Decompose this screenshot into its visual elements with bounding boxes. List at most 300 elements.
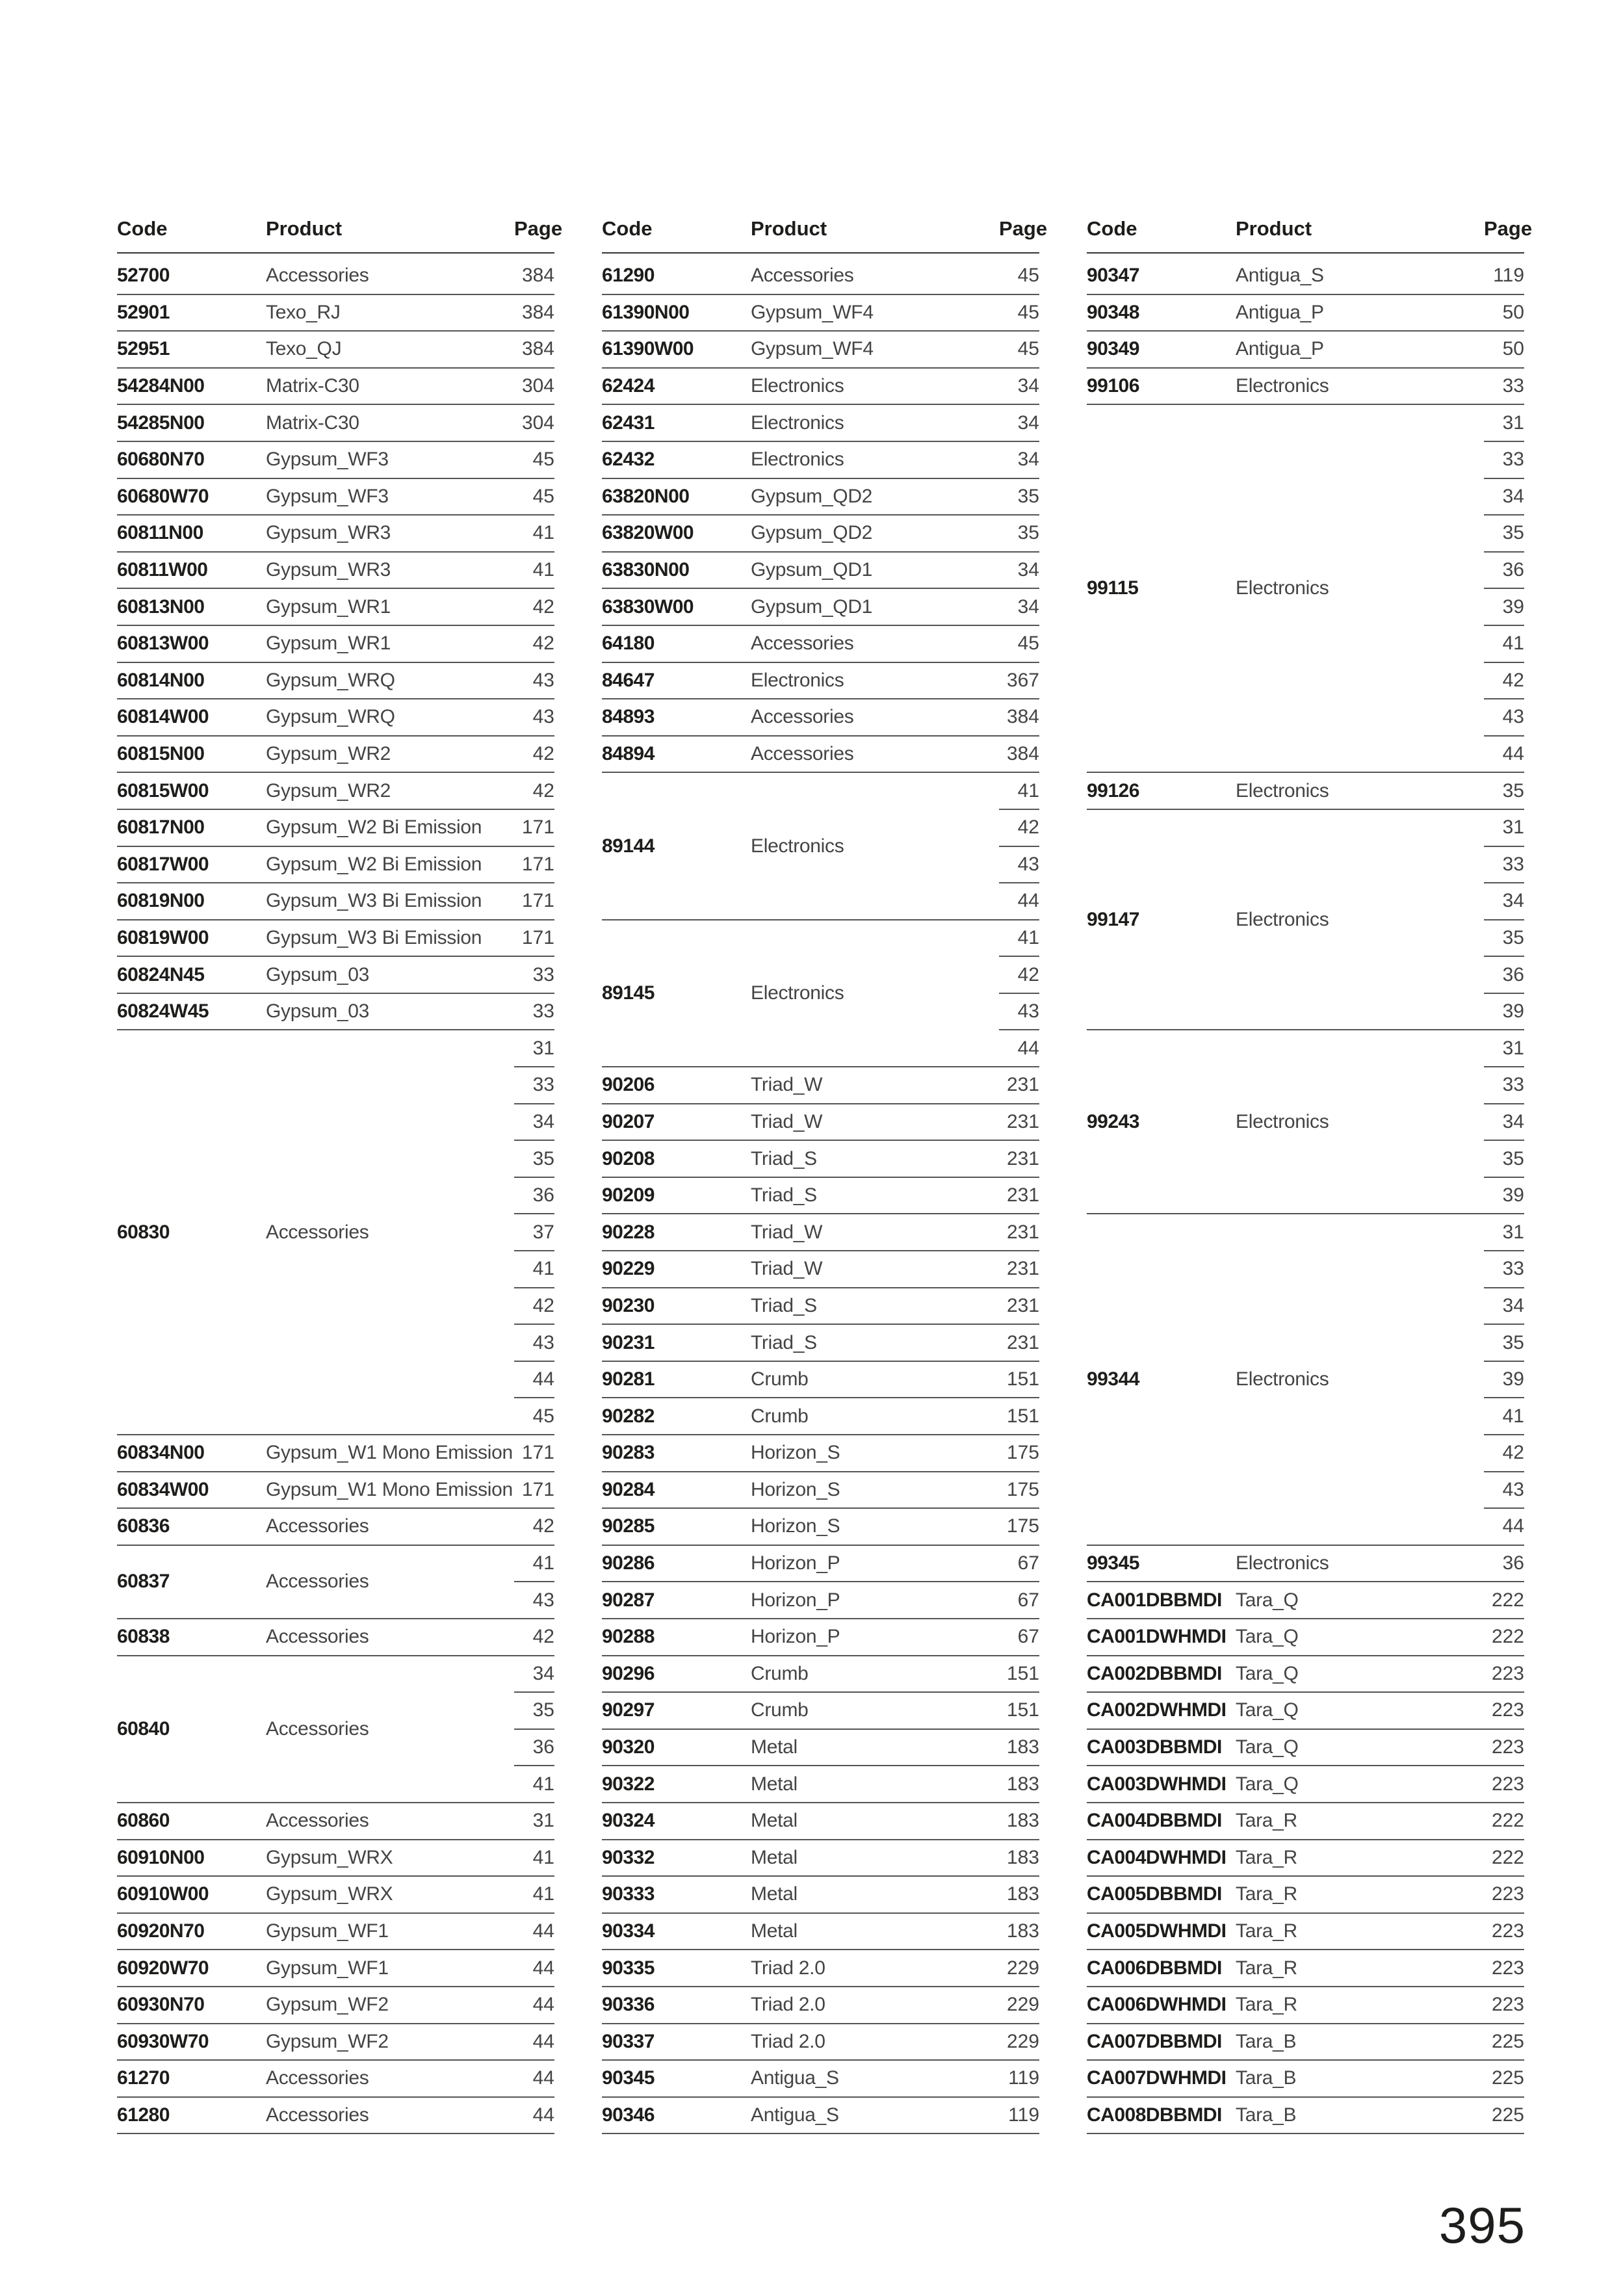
page-reference: 44 [514,2024,554,2061]
product-code: 60840 [117,1656,266,1803]
index-row [117,515,554,552]
product-code: 63820W00 [602,515,751,552]
page-reference: 33 [514,956,554,993]
product-name: Triad_S [751,1177,999,1214]
index-row [117,2024,554,2061]
index-table [602,205,1048,2134]
page-reference: 119 [999,2060,1039,2097]
product-name: Horizon_P [751,1619,999,1656]
product-code: CA006DBBMDI [1087,1950,1236,1987]
index-row [1087,1656,1524,1693]
page-reference: 384 [514,294,554,332]
product-code: 99147 [1087,809,1236,1030]
page-reference: 222 [1484,1619,1524,1656]
page-reference: 35 [999,478,1039,515]
header-product: Product [751,205,999,253]
product-name: Accessories [266,1619,514,1656]
index-row [602,1324,1039,1361]
product-code: 60819W00 [117,920,266,957]
page-reference: 35 [1484,515,1524,552]
page-reference: 231 [999,1251,1039,1288]
page-reference: 175 [999,1472,1039,1509]
page-reference: 183 [999,1876,1039,1913]
product-name: Tara_R [1236,1876,1484,1913]
product-name: Gypsum_WR1 [266,588,514,625]
product-code: CA004DBBMDI [1087,1803,1236,1840]
page-reference: 229 [999,2024,1039,2061]
product-name: Metal [751,1803,999,1840]
index-row [117,404,554,441]
product-code: 84894 [602,736,751,773]
page-reference: 231 [999,1214,1039,1251]
index-row [602,625,1039,662]
header-page: Page [1484,205,1524,253]
index-column-1 [117,205,563,2134]
product-name: Electronics [1236,1030,1484,1214]
product-code: CA002DWHMDI [1087,1692,1236,1729]
product-code: 90332 [602,1840,751,1877]
spacer-cell [1087,253,1524,257]
product-code: 61280 [117,2097,266,2134]
product-name: Crumb [751,1656,999,1693]
product-code: 60815W00 [117,772,266,809]
product-code: 99126 [1087,772,1236,809]
index-row [602,1067,1039,1104]
page-reference: 42 [514,1619,554,1656]
page-reference: 151 [999,1656,1039,1693]
index-row [602,1619,1039,1656]
product-name: Crumb [751,1692,999,1729]
index-row [602,331,1039,368]
page-reference: 304 [514,368,554,405]
page-reference: 44 [999,1030,1039,1067]
index-row [117,2097,554,2134]
header-page: Page [514,205,554,253]
product-code: 60834W00 [117,1472,266,1509]
index-row [1087,1840,1524,1877]
page-reference: 223 [1484,1913,1524,1950]
index-row [602,1251,1039,1288]
page-reference: 42 [514,625,554,662]
product-code: 90348 [1087,294,1236,332]
product-name: Accessories [266,1656,514,1803]
product-name: Triad_W [751,1067,999,1104]
page-reference: 36 [1484,1545,1524,1582]
index-row [602,1987,1039,2024]
product-code: 90345 [602,2060,751,2097]
page-reference: 183 [999,1766,1039,1803]
page-reference: 31 [1484,809,1524,846]
index-row [117,625,554,662]
header-spacer [1087,253,1524,257]
index-row [1087,2024,1524,2061]
product-name: Electronics [751,920,999,1067]
page-number: 395 [1438,2197,1526,2254]
product-code: 90337 [602,2024,751,2061]
index-row [117,1435,554,1472]
product-code: 90230 [602,1288,751,1325]
product-name: Antigua_S [751,2097,999,2134]
page-reference: 34 [514,1656,554,1693]
product-code: CA007DBBMDI [1087,2024,1236,2061]
index-row [602,699,1039,736]
page-reference: 171 [514,920,554,957]
page-reference: 223 [1484,1656,1524,1693]
product-code: 90286 [602,1545,751,1582]
page-reference: 39 [1484,1177,1524,1214]
product-code: 63830N00 [602,552,751,589]
page-reference: 34 [999,404,1039,441]
page-reference: 35 [514,1140,554,1177]
product-code: CA001DWHMDI [1087,1619,1236,1656]
product-code: CA003DWHMDI [1087,1766,1236,1803]
product-name: Accessories [751,699,999,736]
index-row [1087,1545,1524,1582]
page-reference: 175 [999,1508,1039,1545]
product-name: Triad 2.0 [751,1950,999,1987]
product-name: Horizon_P [751,1545,999,1582]
page-reference: 35 [999,515,1039,552]
product-name: Gypsum_WF3 [266,441,514,478]
product-code: 90284 [602,1472,751,1509]
page-reference: 231 [999,1177,1039,1214]
product-name: Tara_R [1236,1913,1484,1950]
page-reference: 225 [1484,2097,1524,2134]
product-name: Gypsum_WR1 [266,625,514,662]
page-reference: 41 [1484,1398,1524,1435]
page-reference: 151 [999,1692,1039,1729]
page-reference: 225 [1484,2060,1524,2097]
product-name: Metal [751,1876,999,1913]
product-code: 60910W00 [117,1876,266,1913]
index-row [602,1398,1039,1435]
index-row [1087,257,1524,294]
index-row [117,1950,554,1987]
index-column-3 [1087,205,1533,2134]
product-name: Triad_W [751,1214,999,1251]
page-reference: 183 [999,1803,1039,1840]
product-code: 90349 [1087,331,1236,368]
index-row [602,1840,1039,1877]
page-reference: 304 [514,404,554,441]
product-code: 90231 [602,1324,751,1361]
index-row [117,736,554,773]
page-reference: 45 [999,257,1039,294]
product-name: Metal [751,1913,999,1950]
product-name: Accessories [266,1803,514,1840]
page-reference: 34 [999,368,1039,405]
index-row [602,257,1039,294]
index-row [1087,368,1524,405]
product-code: 84893 [602,699,751,736]
page-reference: 31 [514,1030,554,1067]
page-reference: 34 [999,441,1039,478]
product-code: CA006DWHMDI [1087,1987,1236,2024]
product-name: Gypsum_W1 Mono Emission [266,1435,514,1472]
product-code: 90336 [602,1987,751,2024]
index-row [602,662,1039,699]
page-reference: 231 [999,1140,1039,1177]
page-reference: 171 [514,1472,554,1509]
product-code: CA005DWHMDI [1087,1913,1236,1950]
index-row [117,846,554,883]
page-reference: 384 [514,331,554,368]
index-row [602,1361,1039,1398]
page-reference: 231 [999,1324,1039,1361]
product-code: 52951 [117,331,266,368]
index-row [602,1656,1039,1693]
page-reference: 151 [999,1398,1039,1435]
page-reference: 41 [514,1545,554,1582]
product-name: Gypsum_WF1 [266,1950,514,1987]
product-code: 60824W45 [117,993,266,1030]
index-row [1087,1876,1524,1913]
page-reference: 367 [999,662,1039,699]
page-reference: 34 [514,1104,554,1141]
index-row [117,441,554,478]
page-reference: 50 [1484,294,1524,332]
index-row [117,662,554,699]
page-reference: 35 [1484,772,1524,809]
page-reference: 45 [999,331,1039,368]
product-code: 60817W00 [117,846,266,883]
product-code: 60815N00 [117,736,266,773]
product-name: Matrix-C30 [266,368,514,405]
page-reference: 44 [999,883,1039,920]
product-name: Gypsum_WR3 [266,552,514,589]
product-code: 90320 [602,1729,751,1766]
product-name: Accessories [266,2097,514,2134]
page-reference: 42 [514,736,554,773]
product-name: Tara_Q [1236,1619,1484,1656]
product-code: 90282 [602,1398,751,1435]
product-name: Antigua_S [751,2060,999,2097]
index-row [1087,1987,1524,2024]
product-code: 60834N00 [117,1435,266,1472]
product-name: Antigua_P [1236,331,1484,368]
index-row [602,552,1039,589]
page-reference: 231 [999,1288,1039,1325]
page-reference: 223 [1484,1950,1524,1987]
index-row [1087,1692,1524,1729]
page-reference: 183 [999,1913,1039,1950]
index-row [602,1729,1039,1766]
index-row [1087,2060,1524,2097]
page-reference: 222 [1484,1582,1524,1619]
product-code: 63830W00 [602,588,751,625]
product-code: CA003DBBMDI [1087,1729,1236,1766]
page-reference: 41 [999,772,1039,809]
product-name: Tara_Q [1236,1582,1484,1619]
page-reference: 231 [999,1067,1039,1104]
page-reference: 35 [514,1692,554,1729]
index-row [1087,331,1524,368]
index-row [1087,1582,1524,1619]
product-name: Accessories [266,1545,514,1619]
product-code: 61270 [117,2060,266,2097]
page-reference: 67 [999,1545,1039,1582]
product-code: 84647 [602,662,751,699]
index-row [117,1840,554,1877]
product-name: Tara_B [1236,2060,1484,2097]
page-reference: 34 [1484,1104,1524,1141]
product-code: 60860 [117,1803,266,1840]
page-reference: 35 [1484,920,1524,957]
page-reference: 223 [1484,1876,1524,1913]
product-name: Antigua_P [1236,294,1484,332]
header-code: Code [117,205,266,253]
index-row [602,1435,1039,1472]
index-row [117,1656,554,1693]
page-reference: 45 [514,441,554,478]
index-row [602,772,1039,809]
page-reference: 31 [1484,1030,1524,1067]
page-reference: 42 [514,772,554,809]
page-reference: 222 [1484,1840,1524,1877]
page-reference: 36 [1484,552,1524,589]
index-row [117,2060,554,2097]
product-code: 61390N00 [602,294,751,332]
page-reference: 36 [514,1729,554,1766]
index-row [1087,1913,1524,1950]
index-row [602,1508,1039,1545]
product-code: 90334 [602,1913,751,1950]
product-name: Triad_W [751,1104,999,1141]
product-name: Metal [751,1729,999,1766]
product-code: 90283 [602,1435,751,1472]
index-row [1087,1803,1524,1840]
product-code: 90288 [602,1619,751,1656]
product-code: 63820N00 [602,478,751,515]
product-name: Gypsum_QD1 [751,588,999,625]
product-code: 61390W00 [602,331,751,368]
index-row [602,1803,1039,1840]
product-code: 60930W70 [117,2024,266,2061]
page-reference: 45 [514,478,554,515]
page-reference: 31 [1484,1214,1524,1251]
page-reference: 42 [999,809,1039,846]
page-reference: 44 [514,1987,554,2024]
product-name: Horizon_S [751,1472,999,1509]
product-name: Electronics [1236,1214,1484,1545]
product-name: Tara_R [1236,1987,1484,2024]
product-name: Horizon_S [751,1435,999,1472]
index-row [117,1472,554,1509]
product-code: 90285 [602,1508,751,1545]
index-row [117,478,554,515]
index-row [1087,294,1524,332]
header-product: Product [266,205,514,253]
product-code: 90347 [1087,257,1236,294]
header-product: Product [1236,205,1484,253]
index-row [1087,1729,1524,1766]
product-code: 64180 [602,625,751,662]
product-name: Gypsum_WR2 [266,772,514,809]
index-row [602,1472,1039,1509]
page-reference: 37 [514,1214,554,1251]
product-name: Triad_S [751,1140,999,1177]
product-code: 90208 [602,1140,751,1177]
product-code: 89144 [602,772,751,919]
product-name: Gypsum_WRQ [266,699,514,736]
page-reference: 43 [514,1582,554,1619]
product-code: CA007DWHMDI [1087,2060,1236,2097]
product-name: Accessories [751,625,999,662]
product-name: Matrix-C30 [266,404,514,441]
header-row [1087,205,1524,253]
product-code: 90228 [602,1214,751,1251]
product-name: Triad_S [751,1324,999,1361]
page-reference: 119 [1484,257,1524,294]
product-code: 90335 [602,1950,751,1987]
product-name: Electronics [1236,1545,1484,1582]
product-name: Electronics [751,772,999,919]
page-reference: 42 [999,956,1039,993]
page-reference: 119 [999,2097,1039,2134]
page-reference: 33 [1484,1067,1524,1104]
page-reference: 171 [514,1435,554,1472]
product-code: 52901 [117,294,266,332]
product-code: 90281 [602,1361,751,1398]
page-reference: 35 [1484,1324,1524,1361]
product-name: Texo_QJ [266,331,514,368]
product-code: 90207 [602,1104,751,1141]
index-row [1087,404,1524,441]
product-code: 60920N70 [117,1913,266,1950]
product-name: Gypsum_W3 Bi Emission [266,920,514,957]
product-name: Metal [751,1840,999,1877]
product-name: Tara_R [1236,1840,1484,1877]
product-name: Gypsum_W3 Bi Emission [266,883,514,920]
page-reference: 171 [514,809,554,846]
page-reference: 151 [999,1361,1039,1398]
page-reference: 44 [1484,1508,1524,1545]
page-reference: 36 [1484,956,1524,993]
index-row [1087,809,1524,846]
product-name: Gypsum_QD2 [751,478,999,515]
product-code: 99106 [1087,368,1236,405]
page-reference: 34 [1484,883,1524,920]
page-reference: 41 [514,1251,554,1288]
index-row [117,699,554,736]
page-reference: 171 [514,883,554,920]
page-reference: 31 [514,1803,554,1840]
product-name: Electronics [1236,772,1484,809]
product-name: Electronics [751,441,999,478]
index-row [1087,1619,1524,1656]
index-row [117,772,554,809]
product-code: 60910N00 [117,1840,266,1877]
product-name: Gypsum_WR3 [266,515,514,552]
index-row [117,993,554,1030]
product-name: Tara_Q [1236,1766,1484,1803]
index-row [117,368,554,405]
index-row [602,736,1039,773]
page-reference: 384 [999,699,1039,736]
index-row [602,1545,1039,1582]
index-row [602,2097,1039,2134]
index-row [1087,1766,1524,1803]
index-row [602,515,1039,552]
page-reference: 41 [999,920,1039,957]
page-reference: 33 [1484,368,1524,405]
product-code: 90296 [602,1656,751,1693]
page-reference: 222 [1484,1803,1524,1840]
product-code: 90209 [602,1177,751,1214]
page-reference: 42 [1484,1435,1524,1472]
index-row [117,552,554,589]
index-row [602,1766,1039,1803]
